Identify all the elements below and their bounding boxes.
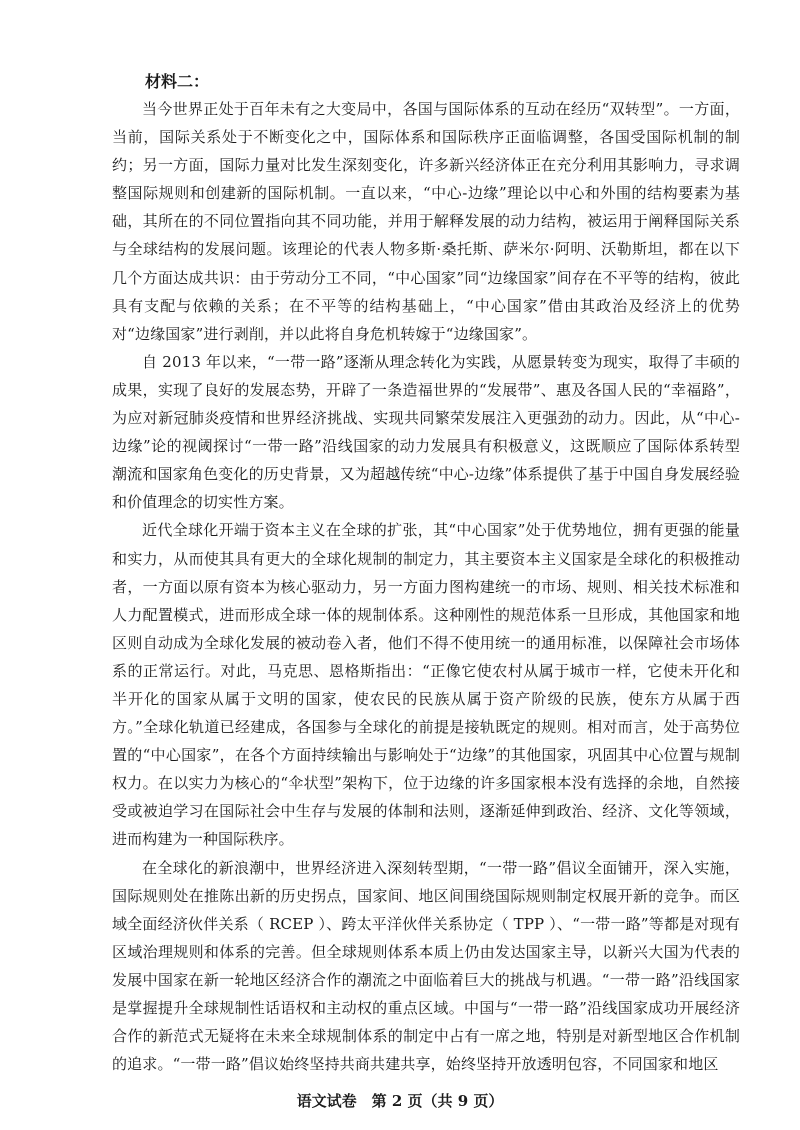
paragraph-1: 当今世界正处于百年未有之大变局中，各国与国际体系的互动在经历“双转型”。一方面，当前，国际关系处于不断变化之中，国际体系和国际秩序正面临调整，各国受国际机制的制约；另一方面，国际力量对比发生深刻变化，许多新兴经济体正在充分利用其影响力，寻求调整国际规则和创建新的国际机制。一直以来，“中心-边缘”理论以中心和外围的结构要素为基础，其所在的不同位置指向其不同功能，并用于解释发展的动力结构，被运用于阐释国际关系与全球结构的发展问题。该理论的代表人物多斯·桑托斯、萨米尔·阿明、沃勒斯坦，都在以下几个方面达成共识：由于劳动分工不同，“中心国家”同“边缘国家”间存在不平等的结构，彼此具有支配与依赖的关系；在不平等的结构基础上，“中心国家”借由其政治及经济上的优势对“边缘国家”进行剥削，并以此将自身危机转嫁于“边缘国家”。 [112, 100, 740, 343]
section-title: 材料二： [145, 72, 210, 91]
page-footer: 语文试卷 第 2 页（共 9 页） [296, 1092, 504, 1110]
paragraph-4: 在全球化的新浪潮中，世界经济进入深刻转型期，“一带一路”倡议全面铺开，深入实施，国际规则处在推陈出新的历史拐点，国家间、地区间围绕国际规则制定权展开新的竞争。而区域全面经济伙伴关系（ RCEP ）、跨太平洋伙伴关系协定（ TPP ）、“一带一路”等都是对现有区域治理规则和体系的完善。但全球规则体系本质上仍由发达国家主导，以新兴大国为代表的发展中国家在新一轮地区经济合作的潮流之中面临着巨大的挑战与机遇。“一带一路”沿线国家是掌握提升全球规制性话语权和主动权的重点区域。中国与“一带一路”沿线国家成功开展经济合作的新范式无疑将在未来全球规制体系的制定中占有一席之地，特别是对新型地区合作机制的追求。“一带一路”倡议始终坚持共商共建共享，始终坚持开放透明包容，不同国家和地区 [112, 858, 740, 1074]
paragraph-3: 近代全球化开端于资本主义在全球的扩张，其“中心国家”处于优势地位，拥有更强的能量和实力，从而使其具有更大的全球化规制的制定力，其主要资本主义国家是全球化的积极推动者，一方面以原有资本为核心驱动力，另一方面力图构建统一的市场、规则、相关技术标准和人力配置模式，进而形成全球一体的规制体系。这种刚性的规范体系一旦形成，其他国家和地区则自动成为全球化发展的被动卷入者，他们不得不使用统一的通用标准，以保障社会市场体系的正常运行。对此，马克思、恩格斯指出：“正像它使农村从属于城市一样，它使未开化和半开化的国家从属于文明的国家，使农民的民族从属于资产阶级的民族，使东方从属于西方。”全球化轨道已经建成，各国参与全球化的前提是接轨既定的规则。相对而言，处于高势位置的“中心国家”，在各个方面持续输出与影响处于“边缘”的其他国家，巩固其中心位置与规制权力。在以实力为核心的“伞状型”架构下，位于边缘的许多国家根本没有选择的余地，自然接受或被迫学习在国际社会中生存与发展的体制和法则，逐渐延伸到政治、经济、文化等领域，进而构建为一种国际秩序。 [112, 521, 740, 849]
passage-body [112, 95, 740, 1078]
paragraph-2: 自 2013 年以来，“一带一路”逐渐从理念转化为实践，从愿景转变为现实，取得了丰硕的成果，实现了良好的发展态势，开辟了一条造福世界的“发展带”、惠及各国人民的“幸福路”，为应对新冠肺炎疫情和世界经济挑战、实现共同繁荣发展注入更强劲的动力。因此，从“中心-边缘”论的视阈探讨“一带一路”沿线国家的动力发展具有积极意义，这既顺应了国际体系转型潮流和国家角色变化的历史背景，又为超越传统“中心-边缘”体系提供了基于中国自身发展经验和价值理念的切实性方案。 [112, 352, 740, 512]
